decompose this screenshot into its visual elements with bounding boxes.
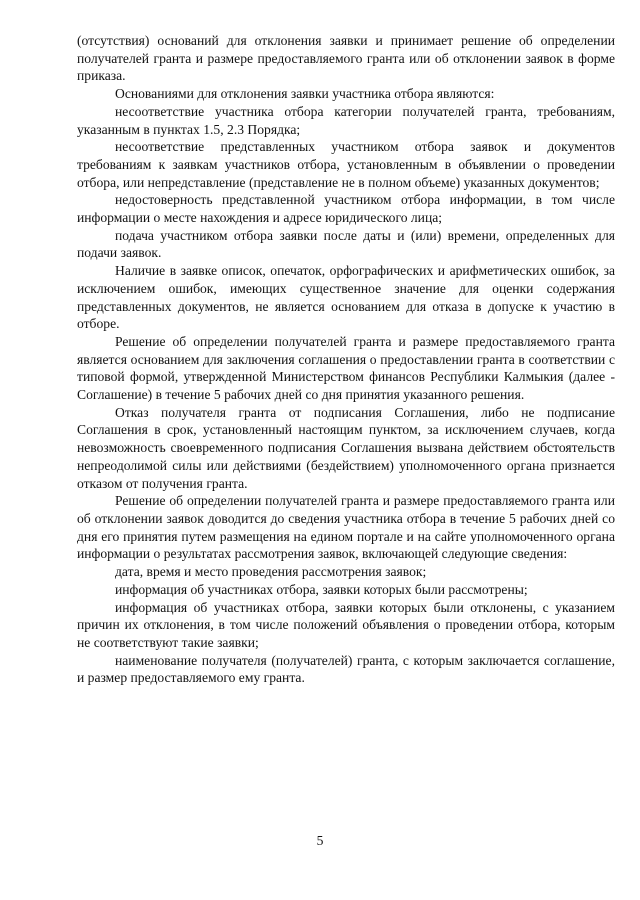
paragraph-agreement-basis: Решение об определении получателей гранта и размере предоставляемого гранта является основанием для заключения соглашения о предоставлении гранта в соответствии с типовой формой, утвержденной Министерством финансов Республики Калмыкия (далее - Соглашение) в течение 5 рабочих дней со дня принятия указанного решения.	[77, 333, 615, 403]
paragraph-info-2: информация об участниках отбора, заявки которых были рассмотрены;	[115, 581, 528, 597]
paragraph-info-1: дата, время и место проведения рассмотрения заявок;	[115, 564, 427, 580]
paragraph-notification: Решение об определении получателей гранта и размере предоставляемого гранта или об отклонении заявок доводится до сведения участника отбора в течение 5 рабочих дней со дня его принятия путем размещения на едином портале и на сайте уполномоченного органа информации о результатах рассмотрения заявок, включающей следующие сведения:	[77, 493, 615, 562]
paragraph-info-4: наименование получателя (получателей) гранта, с которым заключается соглашение, и размер предоставляемого ему гранта.	[77, 652, 615, 686]
paragraph-ground-4: подача участником отбора заявки после даты и (или) времени, определенных для подачи заявок.	[77, 227, 615, 261]
paragraph-ground-1: несоответствие участника отбора категории получателей гранта, требованиям, указанным в пунктах 1.5, 2.3 Порядка;	[77, 103, 615, 137]
paragraph-info-3: информация об участниках отбора, заявки которых были отклонены, с указанием причин их отклонения, в том числе положений объявления о проведении отбора, которым не соответствуют такие заявки;	[77, 599, 615, 650]
paragraph-ground-3: недостоверность представленной участником отбора информации, в том числе информации о месте нахождения и адресе юридического лица;	[77, 192, 615, 226]
paragraph-ground-2: несоответствие представленных участником отбора заявок и документов требованиям к заявкам участников отбора, установленным в объявлении о проведении отбора, или непредставление (представление не в полном объеме) указанных документов;	[77, 139, 615, 190]
paragraph-typos: Наличие в заявке описок, опечаток, орфографических и арифметических ошибок, за исключением ошибок, имеющих существенное значение для оценки содержания представленных документов, не является основанием для отказа в допуске к участию в отборе.	[77, 263, 615, 332]
paragraph-continuation: (отсутствия) оснований для отклонения заявки и принимает решение об определении получателей гранта и размере предоставляемого гранта или об отклонении заявок в форме приказа.	[77, 33, 615, 84]
paragraph-refusal: Отказ получателя гранта от подписания Соглашения, либо не подписание Соглашения в срок, установленный настоящим пунктом, за исключением случаев, когда невозможность своевременного подписания Соглашения вызвана действием обстоятельств непреодолимой силы или действиями (бездействием) уполномоченного органа признается отказом от получения гранта.	[77, 404, 615, 491]
page-number: 5	[316, 833, 324, 848]
paragraph-grounds-intro: Основаниями для отклонения заявки участника отбора являются:	[115, 86, 495, 102]
document-body	[77, 32, 615, 687]
